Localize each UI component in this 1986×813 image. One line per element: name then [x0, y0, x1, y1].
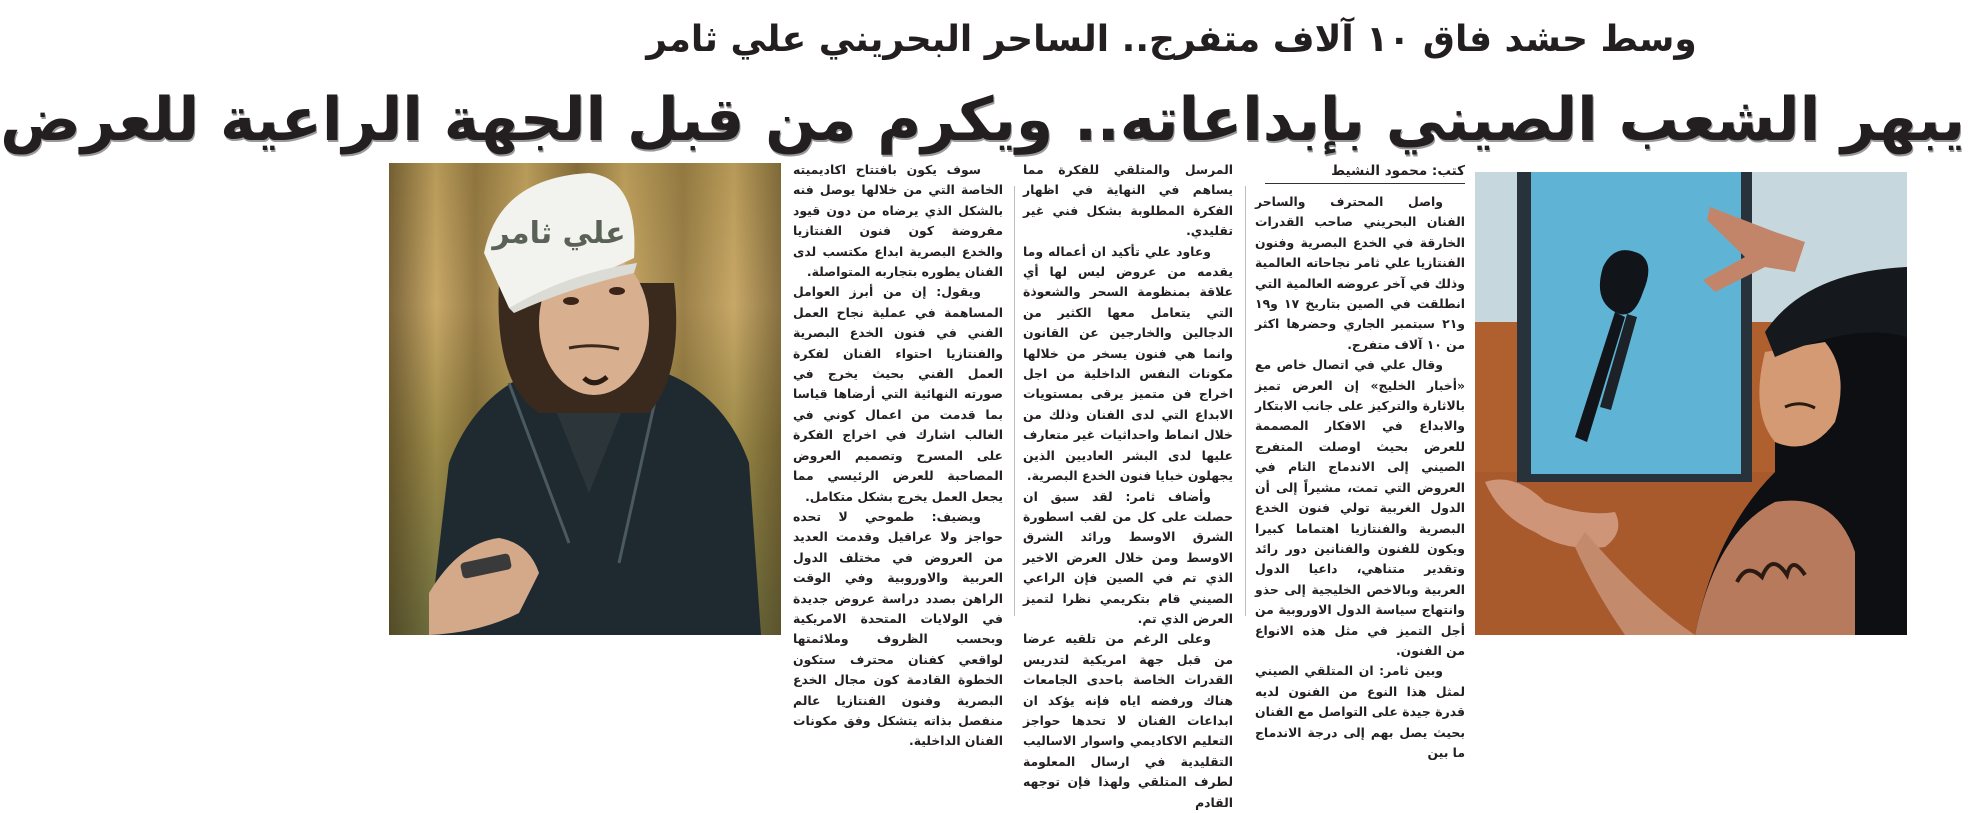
paragraph: وأضاف ثامر: لقد سبق ان حصلت على كل من لقب اسطورة الشرق الاوسط ورائد الشرق الاوسط ومن خلال العرض الاخير الذي تم في الصين فإن الراعي الصيني قام بتكريمي نظرا لتميز العرض الذي تم. [1023, 488, 1233, 626]
portrait-photo [389, 163, 781, 635]
article-column-1 [1255, 160, 1465, 760]
column-divider [1245, 186, 1246, 616]
paragraph: ويضيف: طموحي لا تحده حواجز ولا عراقيل وقدمت العديد من العروض في مختلف الدول العربية والاوروبية وفي الوقت الراهن بصدد دراسة عروض جديدة في الولايات المتحدة الامريكية وبحسب الظروف وملائمتها لواقعي كفنان محترف ستكون الخطوة القادمة كون مجال الخدع البصرية وفنون الفنتازيا عالم منفصل بذاته يتشكل وفق مكونات الفنان الداخلية. [793, 508, 1003, 749]
paragraph: ويقول: إن من أبرز العوامل المساهمة في عملية نجاح العمل الفني في فنون الخدع البصرية والفنتازيا احتواء الفنان لفكرة العمل الفني بحيث يخرج في صورته النهائية التي أرضاها قياسا بما قدمت من اعمال كوني في الغالب اشارك في اخراج الفكرة على المسرح وتصميم العروض المصاحبة للعرض الرئيسي مما يجعل العمل يخرج بشكل متكامل. [793, 284, 1003, 504]
paragraph: سوف يكون بافتتاح اكاديميته الخاصة التي من خلالها يوصل فنه بالشكل الذي يرضاه من دون قيود مفروضة كون فنون الفنتازيا والخدع البصرية ابداع مكتسب لدى الفنان يطوره بتجاربه المتواصلة. [793, 162, 1003, 280]
byline: كتب: محمود النشيط [1265, 160, 1465, 184]
article-headline: يبهر الشعب الصيني بإبداعاته.. ويكرم من قبل الجهة الراعية للعرض [0, 85, 1965, 155]
paragraph: واصل المحترف والساحر الفنان البحريني صاحب القدرات الخارقة في الخدع البصرية وفنون الفنتازيا علي ثامر نجاحاته العالمية وذلك في آخر عروضه العالمية التي انطلقت في الصين بتاريخ ١٧ و١٩ و٢١ سبتمبر الجاري وحضرها اكثر من ١٠ آلاف متفرج. [1255, 194, 1465, 352]
column-divider [1014, 186, 1015, 616]
paragraph: وعاود علي تأكيد ان أعماله وما يقدمه من عروض ليس لها أي علاقة بمنظومة السحر والشعوذة التي يتعامل معها الكثير من الدجالين والخارجين عن القانون وانما هي فنون يسخر من خلالها مكونات النفس الداخلية من اجل اخراج فن متميز يرقى بمستويات الابداع التي لدى الفنان وذلك من خلال انماط واحداثيات غير متعارف عليها لدى البشر العاديين الذين يجهلون خبايا فنون الخدع البصرية. [1023, 243, 1233, 484]
paragraph: المرسل والمتلقي للفكرة مما يساهم في النهاية في اظهار الفكرة المطلوبة بشكل فني غير تقليدي. [1023, 162, 1233, 239]
paragraph: وقال علي في اتصال خاص مع «أخبار الخليج» إن العرض تميز بالاثارة والتركيز على جانب الابتكار والابداع في الافكار المصممة للعرض بحيث اوصلت المتفرج الصيني إلى الاندماج التام في العروض التي تمت، مشيراً إلى أن الدول الغربية تولي فنون الخدع البصرية والفنتازيا اهتماما كبيرا ويكون للفنون والفنانين دور رائد وتقدير متناهي، داعيا الدول العربية وبالاخص الخليجية إلى حذو وانتهاج سياسة الدول الاوروبية من أجل التميز في مثل هذه الانواع من الفنون. [1255, 357, 1465, 658]
paragraph: وبين ثامر: ان المتلقي الصيني لمثل هذا النوع من الفنون لديه قدرة جيدة على التواصل مع الفنان بحيث يصل بهم إلى درجة الاندماج ما بين [1255, 663, 1465, 760]
cap-text: علي ثامر [492, 216, 626, 251]
eye-right [609, 287, 625, 295]
paragraph: وعلى الرغم من تلقيه عرضا من قبل جهة امريكية لتدريس القدرات الخاصة باحدى الجامعات هناك ورفضه اياه فإنه يؤكد ان ابداعات الفنان لا تحدها حواجز التعليم الاكاديمي واسوار الاساليب التقليدية في ارسال المعلومة لطرف المتلقي ولهذا فإن توجهه القادم [1023, 631, 1233, 810]
illusion-photo [1475, 172, 1907, 635]
eye-left [563, 297, 579, 305]
article-column-2 [1023, 160, 1233, 810]
illusion-illustration [1475, 172, 1907, 635]
article-column-3 [793, 160, 1003, 749]
portrait-illustration [389, 163, 781, 635]
article-kicker: وسط حشد فاق ١٠ آلاف متفرج.. الساحر البحريني علي ثامر [646, 19, 1697, 60]
